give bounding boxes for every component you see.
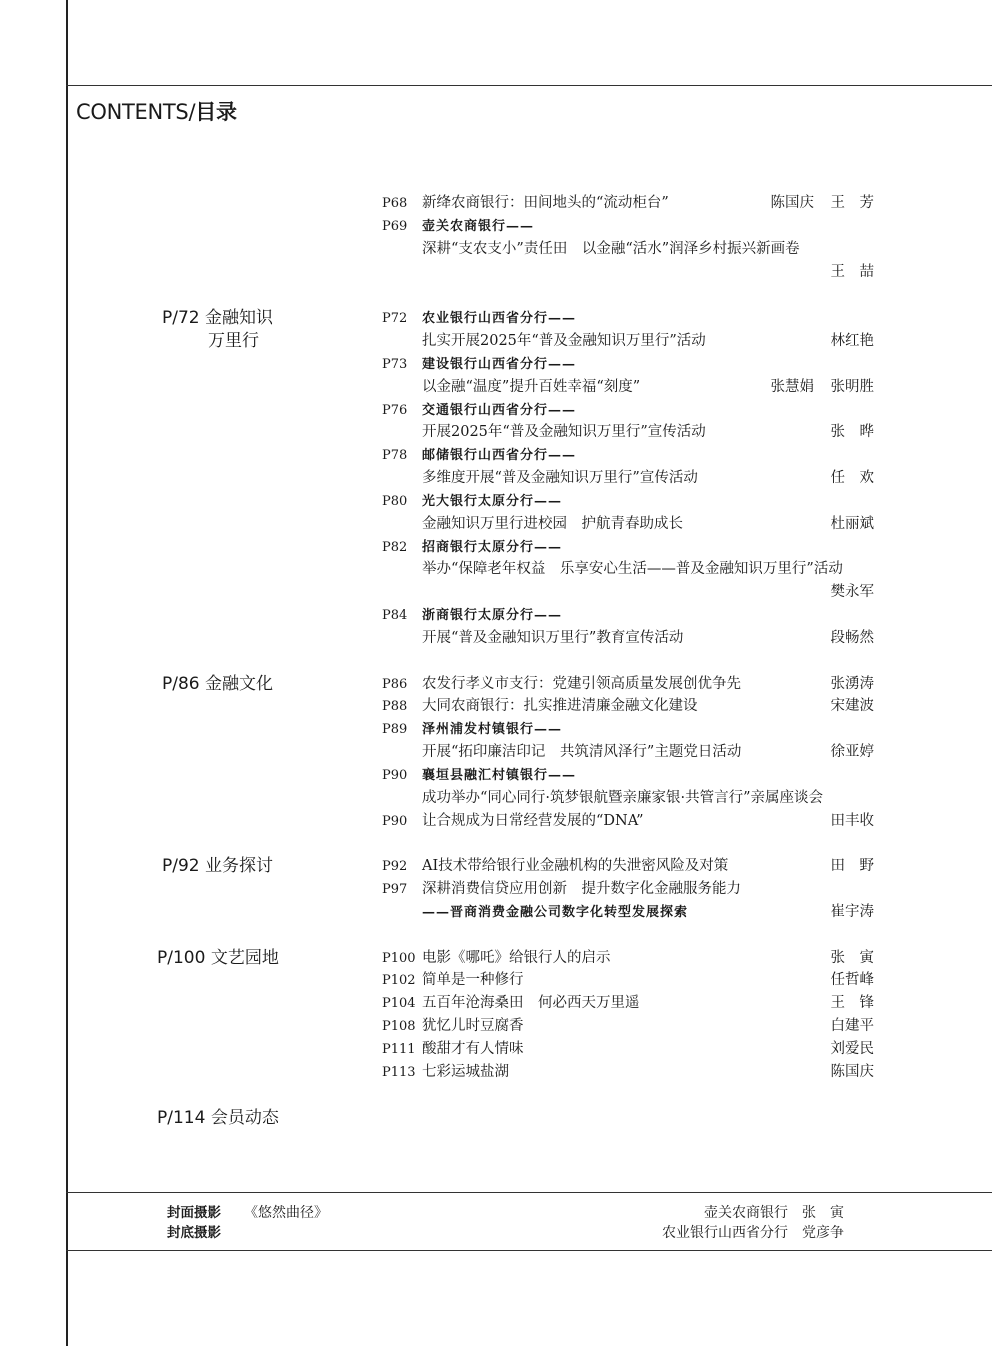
page-number: P73 <box>382 357 408 372</box>
article-author: 王 芳 <box>830 195 874 211</box>
page-number: P113 <box>382 1065 416 1080</box>
toc-row <box>382 261 874 284</box>
article-author: 白建平 <box>830 1018 874 1034</box>
page-number: P84 <box>382 608 408 623</box>
article-author: 田丰收 <box>830 813 874 829</box>
article-author: 林红艳 <box>830 333 874 349</box>
article-author: 崔宇涛 <box>830 904 874 920</box>
toc-row <box>382 215 874 238</box>
article-author: 宋建波 <box>830 698 874 714</box>
page-number: P100 <box>382 951 416 966</box>
article-org-heading: 交通银行山西省分行—— <box>422 403 577 418</box>
page-number: P92 <box>382 859 408 874</box>
page-number: P72 <box>382 311 408 326</box>
article-title: 酸甜才有人情味 <box>422 1041 524 1057</box>
article-title: 多维度开展“普及金融知识万里行”宣传活动 <box>422 470 698 486</box>
article-author: 段畅然 <box>830 630 874 646</box>
section-label <box>162 673 273 696</box>
toc-row <box>382 558 874 581</box>
toc-row <box>382 695 874 718</box>
cover-photo-label: 封面摄影 <box>167 1205 221 1221</box>
article-org-heading: 邮储银行山西省分行—— <box>422 448 577 463</box>
footer-bottom-divider <box>66 1250 992 1251</box>
section-label-line1: P/114 会员动态 <box>157 1108 279 1128</box>
article-title: 举办“保障老年权益 乐享安心生活——普及金融知识万里行”活动 <box>422 561 843 577</box>
article-author-secondary: 张慧娟 <box>770 379 814 395</box>
article-author: 任 欢 <box>830 470 874 486</box>
article-title: 大同农商银行：扎实推进清廉金融文化建设 <box>422 698 698 714</box>
article-author: 张 寅 <box>830 950 874 966</box>
article-org-heading: 襄垣县融汇村镇银行—— <box>422 768 577 783</box>
section-label-line2: 万里行 <box>208 331 259 351</box>
article-title: 电影《哪吒》给银行人的启示 <box>422 950 611 966</box>
page-number: P78 <box>382 448 408 463</box>
article-title: 五百年沧海桑田 何必西天万里遥 <box>422 995 640 1011</box>
page-number: P68 <box>382 196 408 211</box>
article-org-heading: 泽州浦发村镇银行—— <box>422 722 563 737</box>
section-label-line1: P/92 业务探讨 <box>162 856 274 876</box>
article-title: 开展“拓印廉洁印记 共筑清风泽行”主题党日活动 <box>422 744 742 760</box>
toc-row <box>382 513 874 536</box>
article-title: 以金融“温度”提升百姓幸福“刻度” <box>422 379 641 395</box>
page-number: P111 <box>382 1042 416 1057</box>
page-number: P108 <box>382 1019 416 1034</box>
page-number: P90 <box>382 768 408 783</box>
section-label <box>162 307 273 353</box>
section-label <box>157 947 279 970</box>
article-author: 徐亚婷 <box>830 744 874 760</box>
article-author-secondary: 陈国庆 <box>770 195 814 211</box>
article-title: 金融知识万里行进校园 护航青春助成长 <box>422 516 683 532</box>
toc-row <box>382 604 874 627</box>
article-author: 王 锋 <box>830 995 874 1011</box>
toc-row <box>382 855 874 878</box>
article-title: 深耕消费信贷应用创新 提升数字化金融服务能力 <box>422 881 741 897</box>
toc-row <box>382 992 874 1015</box>
contents-heading <box>76 96 237 126</box>
back-photo-label: 封底摄影 <box>167 1225 221 1241</box>
toc-row <box>382 536 874 559</box>
toc-row <box>382 399 874 422</box>
article-author: 陈国庆 <box>830 1064 874 1080</box>
article-author: 张明胜 <box>830 379 874 395</box>
article-title: AI技术带给银行业金融机构的失泄密风险及对策 <box>422 858 729 874</box>
article-org-heading: 浙商银行太原分行—— <box>422 608 563 623</box>
article-org-heading: 农业银行山西省分行—— <box>422 311 577 326</box>
article-author: 田 野 <box>830 858 874 874</box>
toc-row <box>382 969 874 992</box>
top-divider <box>66 85 992 86</box>
page-number: P80 <box>382 494 408 509</box>
article-subtitle: ——晋商消费金融公司数字化转型发展探索 <box>422 905 689 920</box>
cover-photo-title: 《悠然曲径》 <box>244 1205 328 1221</box>
contents-cn: 目录 <box>195 100 237 124</box>
article-author: 张 晔 <box>830 424 874 440</box>
contents-en: CONTENTS/ <box>76 100 196 124</box>
toc-row <box>382 673 874 696</box>
article-title: 犹忆儿时豆腐香 <box>422 1018 524 1034</box>
toc-row <box>382 878 874 901</box>
page-number: P90 <box>382 814 408 829</box>
article-title: 农发行孝义市支行：党建引领高质量发展创优争先 <box>422 676 741 692</box>
article-title: 让合规成为日常经营发展的“DNA” <box>422 813 644 829</box>
page-number: P86 <box>382 677 408 692</box>
toc-row <box>382 444 874 467</box>
toc-row <box>382 787 874 810</box>
toc-row <box>382 741 874 764</box>
article-org-heading: 建设银行山西省分行—— <box>422 357 577 372</box>
page-number: P76 <box>382 403 408 418</box>
toc-row <box>382 1015 874 1038</box>
article-author: 任哲峰 <box>830 972 874 988</box>
toc-row <box>382 353 874 376</box>
article-author: 杜丽斌 <box>830 516 874 532</box>
toc-row <box>382 238 874 261</box>
article-title: 开展2025年“普及金融知识万里行”宣传活动 <box>422 424 706 440</box>
toc-row <box>382 718 874 741</box>
article-title: 简单是一种修行 <box>422 972 524 988</box>
article-title: 成功举办“同心同行·筑梦银航暨亲廉家银·共管言行”亲属座谈会 <box>422 790 824 806</box>
toc-row <box>382 627 874 650</box>
article-title: 七彩运城盐湖 <box>422 1064 509 1080</box>
page-number: P89 <box>382 722 408 737</box>
page-number: P82 <box>382 540 408 555</box>
section-label-line1: P/72 金融知识 <box>162 308 274 328</box>
toc-row <box>382 330 874 353</box>
toc-row <box>382 947 874 970</box>
section-label <box>157 1107 279 1130</box>
toc-row <box>382 421 874 444</box>
toc-row <box>382 581 874 604</box>
toc-row <box>382 901 874 924</box>
article-author: 张湧涛 <box>830 676 874 692</box>
cover-photo-credit: 壶关农商银行 张 寅 <box>704 1205 844 1221</box>
section-label-line1: P/100 文艺园地 <box>157 948 279 968</box>
page-number: P104 <box>382 996 416 1011</box>
left-border-line <box>66 0 68 1346</box>
article-title: 开展“普及金融知识万里行”教育宣传活动 <box>422 630 684 646</box>
toc-row <box>382 1061 874 1084</box>
footer-top-divider <box>66 1192 992 1193</box>
section-label-line1: P/86 金融文化 <box>162 674 274 694</box>
page-number: P88 <box>382 699 408 714</box>
toc-row <box>382 376 874 399</box>
article-author: 王 喆 <box>830 264 874 280</box>
article-author: 樊永军 <box>830 584 874 600</box>
article-title: 深耕“支农支小”责任田 以金融“活水”润泽乡村振兴新画卷 <box>422 241 800 257</box>
toc-row <box>382 810 874 833</box>
back-photo-credit: 农业银行山西省分行 党彦争 <box>662 1225 844 1241</box>
page-number: P97 <box>382 882 408 897</box>
toc-row <box>382 192 874 215</box>
toc-row <box>382 1038 874 1061</box>
article-author: 刘爱民 <box>830 1041 874 1057</box>
article-org-heading: 壶关农商银行—— <box>422 219 535 234</box>
section-label <box>162 855 273 878</box>
article-title: 扎实开展2025年“普及金融知识万里行”活动 <box>422 333 706 349</box>
toc-row <box>382 467 874 490</box>
toc-row <box>382 307 874 330</box>
page-number: P102 <box>382 973 416 988</box>
page-number: P69 <box>382 219 408 234</box>
article-org-heading: 招商银行太原分行—— <box>422 540 563 555</box>
article-org-heading: 光大银行太原分行—— <box>422 494 563 509</box>
toc-row <box>382 490 874 513</box>
article-title: 新绛农商银行：田间地头的“流动柜台” <box>422 195 669 211</box>
toc-row <box>382 764 874 787</box>
